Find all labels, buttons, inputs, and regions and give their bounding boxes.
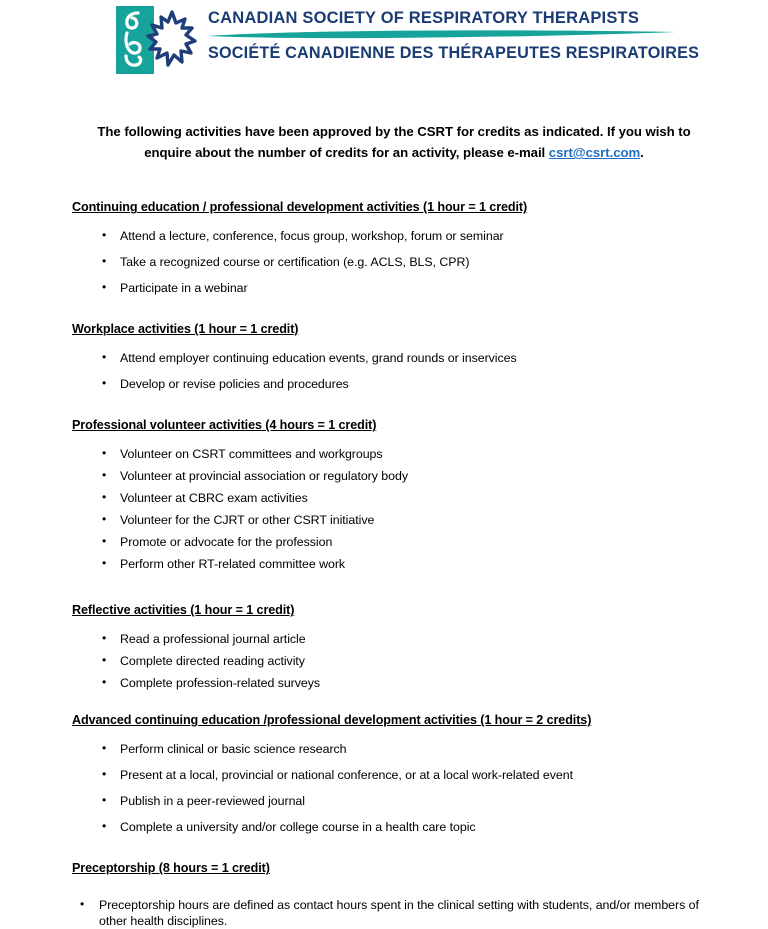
list-item: • Publish in a peer-reviewed journal [72,794,716,809]
section-list-continuing-education [72,229,716,296]
section-heading: Professional volunteer activities (4 hours = 1 credit) [72,418,377,433]
letterhead [0,0,768,82]
list-item: • Promote or advocate for the profession [72,535,716,550]
list-item: • Volunteer at provincial association or regulatory body [72,469,716,484]
list-item: • Attend employer continuing education events, grand rounds or inservices [72,351,716,366]
section-workplace [72,320,716,338]
list-item: • Complete a university and/or college course in a health care topic [72,820,716,835]
section-list-reflective [72,632,716,691]
list-item: • Take a recognized course or certification (e.g. ACLS, BLS, CPR) [72,255,716,270]
list-item: • Attend a lecture, conference, focus group, workshop, forum or seminar [72,229,716,244]
section-heading: Advanced continuing education /professional development activities (1 hour = 2 credits) [72,713,592,728]
section-reflective [72,601,716,619]
intro-paragraph [72,95,716,163]
list-item: • Read a professional journal article [72,632,716,647]
section-advanced-continuing-education [72,711,716,729]
list-item: • Perform other RT-related committee work [72,557,716,572]
section-heading: Preceptorship (8 hours = 1 credit) [72,861,270,876]
document-body [0,95,768,929]
section-list-advanced-continuing-education [72,742,716,835]
list-item: • Complete directed reading activity [72,654,716,669]
list-item: • Preceptorship hours are defined as contact hours spent in the clinical setting with students, and/or members of other health disciplines. [72,897,716,929]
list-item: • Volunteer for the CJRT or other CSRT initiative [72,513,716,528]
section-heading: Workplace activities (1 hour = 1 credit) [72,322,299,337]
wordmark-french: SOCIÉTÉ CANADIENNE DES THÉRAPEUTES RESPIRATOIRES [208,44,700,62]
section-list-professional-volunteer [72,447,716,572]
section-list-workplace [72,351,716,392]
list-item: • Present at a local, provincial or national conference, or at a local work-related event [72,768,716,783]
list-item: • Develop or revise policies and procedures [72,377,716,392]
list-item: • Volunteer at CBRC exam activities [72,491,716,506]
section-preceptorship [72,859,716,877]
section-professional-volunteer [72,416,716,434]
wordmark-english: CANADIAN SOCIETY OF RESPIRATORY THERAPISTS [208,9,640,27]
section-heading: Reflective activities (1 hour = 1 credit) [72,603,295,618]
list-item: • Volunteer on CSRT committees and workgroups [72,447,716,462]
list-item: • Complete profession-related surveys [72,676,716,691]
csrt-email-link[interactable]: csrt@csrt.com [548,145,641,161]
section-continuing-education [72,198,716,216]
wordmark [204,4,768,62]
csrt-logo [112,4,204,76]
section-heading: Continuing education / professional development activities (1 hour = 1 credit) [72,200,528,215]
list-item: • Participate in a webinar [72,281,716,296]
maple-leaf-icon [144,8,200,72]
list-item: • Perform clinical or basic science research [72,742,716,757]
intro-text-after-link: . [640,145,644,161]
intro-text-before-link: The following activities have been approved by the CSRT for credits as indicated. If you wish to enquire about the number of credits for an activity, please e-mail [97,124,691,161]
section-list-preceptorship [72,897,716,929]
teal-divider-rule [208,28,768,40]
